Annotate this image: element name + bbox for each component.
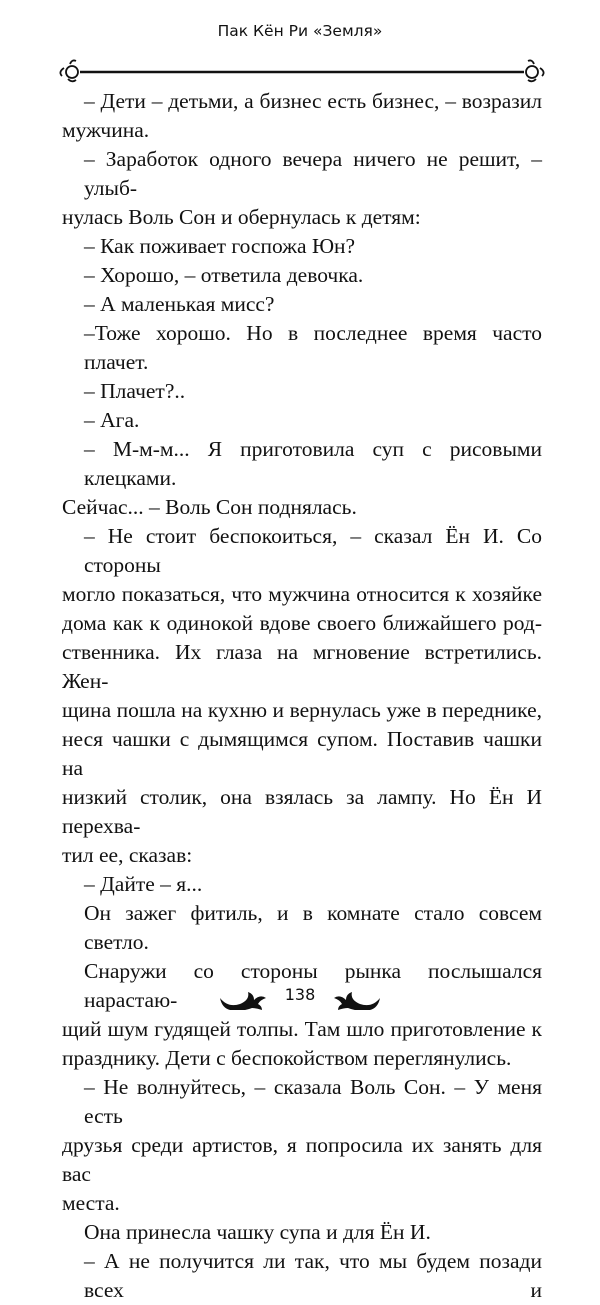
text-line: Он зажег фитиль, и в комнате стало совсем светло. [84,901,542,954]
text-line: Она принесла чашку супа и для Ён И. [84,1220,431,1244]
running-header: Пак Кён Ри «Земля» [217,22,383,40]
page-body-text [62,87,542,1305]
text-line: места. [62,1191,120,1215]
text-line: – Заработок одного вечера ничего не решит, – улыб- [84,147,542,200]
text-line: нулась Воль Сон и обернулась к детям: [62,205,421,229]
text-line: щина пошла на кухню и вернулась уже в переднике, [62,698,542,722]
page-footer [0,984,600,1014]
text-line: Сейчас... – Воль Сон поднялась. [62,495,357,519]
text-line: празднику. Дети с беспокойством переглянулись. [62,1046,512,1070]
text-line: –Тоже хорошо. Но в последнее время часто плачет. [84,321,542,374]
page-number: 138 [284,985,316,1004]
text-line: – Дети – детьми, а бизнес есть бизнес, – возразил [84,89,542,113]
text-line: тил ее, сказав: [62,843,193,867]
header-rule-ornament [58,58,546,88]
text-line: – А маленькая мисс? [84,292,275,316]
text-line: мужчина. [62,118,150,142]
text-line: ственника. Их глаза на мгновение встретились. Жен- [62,640,542,693]
text-line: – Плачет?.. [84,379,186,403]
flourish-right-icon [526,60,544,81]
text-line: – Хорошо, – ответила девочка. [84,263,364,287]
text-line: – Ага. [84,408,140,432]
text-line: – Как поживает госпожа Юн? [84,234,356,258]
text-line: – А не получится ли так, что мы будем позади всех и [84,1249,542,1302]
flourish-right-icon [330,986,382,1010]
text-line: щий шум гудящей толпы. Там шло приготовление к [62,1017,542,1041]
text-line: – Не волнуйтесь, – сказала Воль Сон. – У меня есть [84,1075,542,1128]
text-line: Снаружи со стороны рынка послышался нарастаю- [84,959,542,1012]
text-line: неся чашки с дымящимся супом. Поставив чашки на [62,727,542,780]
text-line: могло показаться, что мужчина относится к хозяйке [62,582,542,606]
text-line: – М-м-м... Я приготовила суп с рисовыми клецками. [84,437,542,490]
text-line: низкий столик, она взялась за лампу. Но Ён И перехва- [62,785,542,838]
text-line: – Не стоит беспокоиться, – сказал Ён И. Со стороны [84,524,542,577]
text-line: – Дайте – я... [84,872,203,896]
text-line: дома как к одинокой вдове своего ближайшего род- [62,611,542,635]
text-line: друзья среди артистов, я попросила их занять для вас [62,1133,542,1186]
flourish-left-icon [60,60,78,81]
